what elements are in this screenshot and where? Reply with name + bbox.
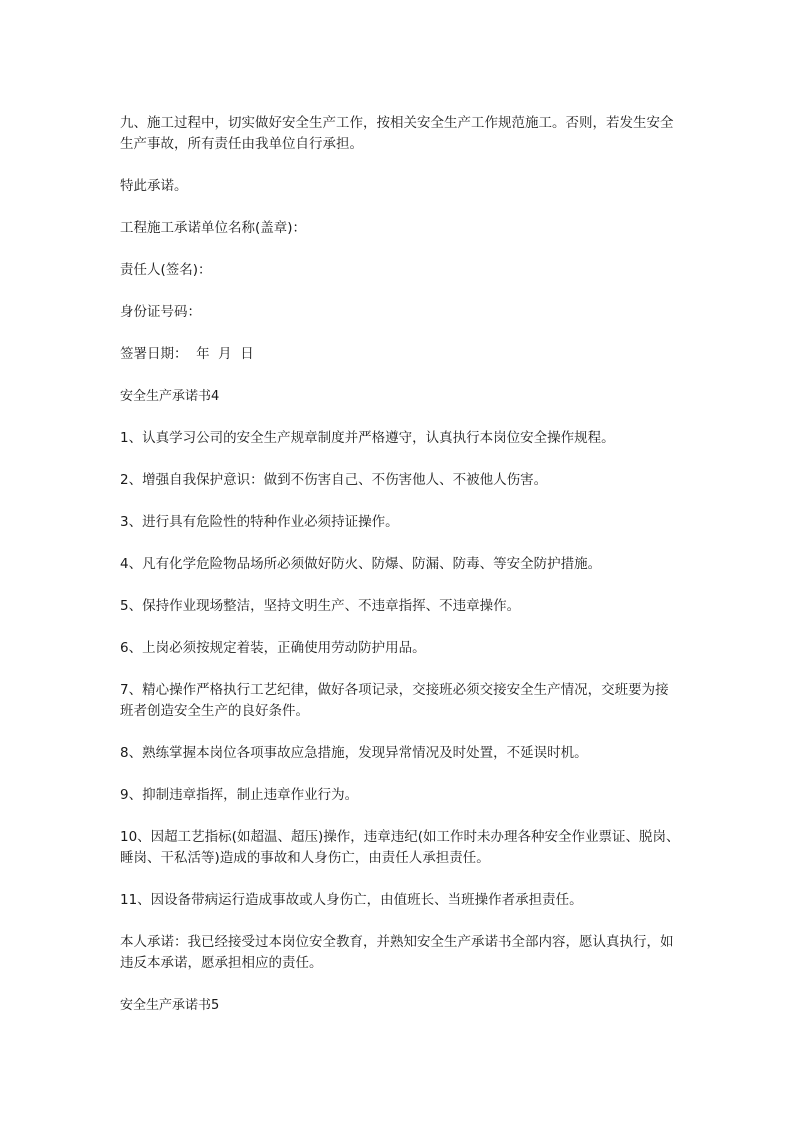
list-item: 1、认真学习公司的安全生产规章制度并严格遵守，认真执行本岗位安全操作规程。	[120, 430, 615, 446]
section-4-title: 安全生产承诺书4	[120, 389, 220, 404]
unit-name-line: 工程施工承诺单位名称(盖章)：	[120, 220, 307, 236]
list-item: 2、增强自我保护意识：做到不伤害自己、不伤害他人、不被他人伤害。	[120, 472, 548, 488]
list-item: 6、上岗必须按规定着装，正确使用劳动防护用品。	[120, 640, 426, 656]
document-page	[120, 113, 680, 1016]
sign-date-line: 签署日期： 年 月 日	[120, 346, 254, 362]
clause-nine: 九、施工过程中，切实做好安全生产工作，按相关安全生产工作规范施工。否则，若发生安全生产事故，所有责任由我单位自行承担。	[120, 115, 674, 152]
list-item: 9、抑制违章指挥，制止违章作业行为。	[120, 787, 359, 803]
personal-commitment: 本人承诺：我已经接受过本岗位安全教育，并熟知安全生产承诺书全部内容，愿认真执行，如违反本承诺，愿承担相应的责任。	[120, 934, 674, 971]
list-item: 7、精心操作严格执行工艺纪律，做好各项记录，交接班必须交接安全生产情况，交班要为接班者创造安全生产的良好条件。	[120, 682, 669, 719]
list-item: 8、熟练掌握本岗位各项事故应急措施，发现异常情况及时处置，不延误时机。	[120, 745, 588, 761]
section-5-title: 安全生产承诺书5	[120, 998, 220, 1013]
list-item: 5、保持作业现场整洁，坚持文明生产、不违章指挥、不违章操作。	[120, 598, 521, 614]
list-item: 10、因超工艺指标(如超温、超压)操作，违章违纪(如工作时未办理各种安全作业票证、脱岗、睡岗、干私活等)造成的事故和人身伤亡，由责任人承担责任。	[120, 829, 680, 866]
pledge-statement: 特此承诺。	[120, 178, 188, 194]
id-number-line: 身份证号码：	[120, 304, 201, 320]
list-item: 3、进行具有危险性的特种作业必须持证操作。	[120, 514, 399, 530]
list-item: 4、凡有化学危险物品场所必须做好防火、防爆、防漏、防毒、等安全防护措施。	[120, 556, 602, 572]
responsible-person-line: 责任人(签名)：	[120, 262, 212, 278]
list-item: 11、因设备带病运行造成事故或人身伤亡，由值班长、当班操作者承担责任。	[120, 892, 583, 908]
